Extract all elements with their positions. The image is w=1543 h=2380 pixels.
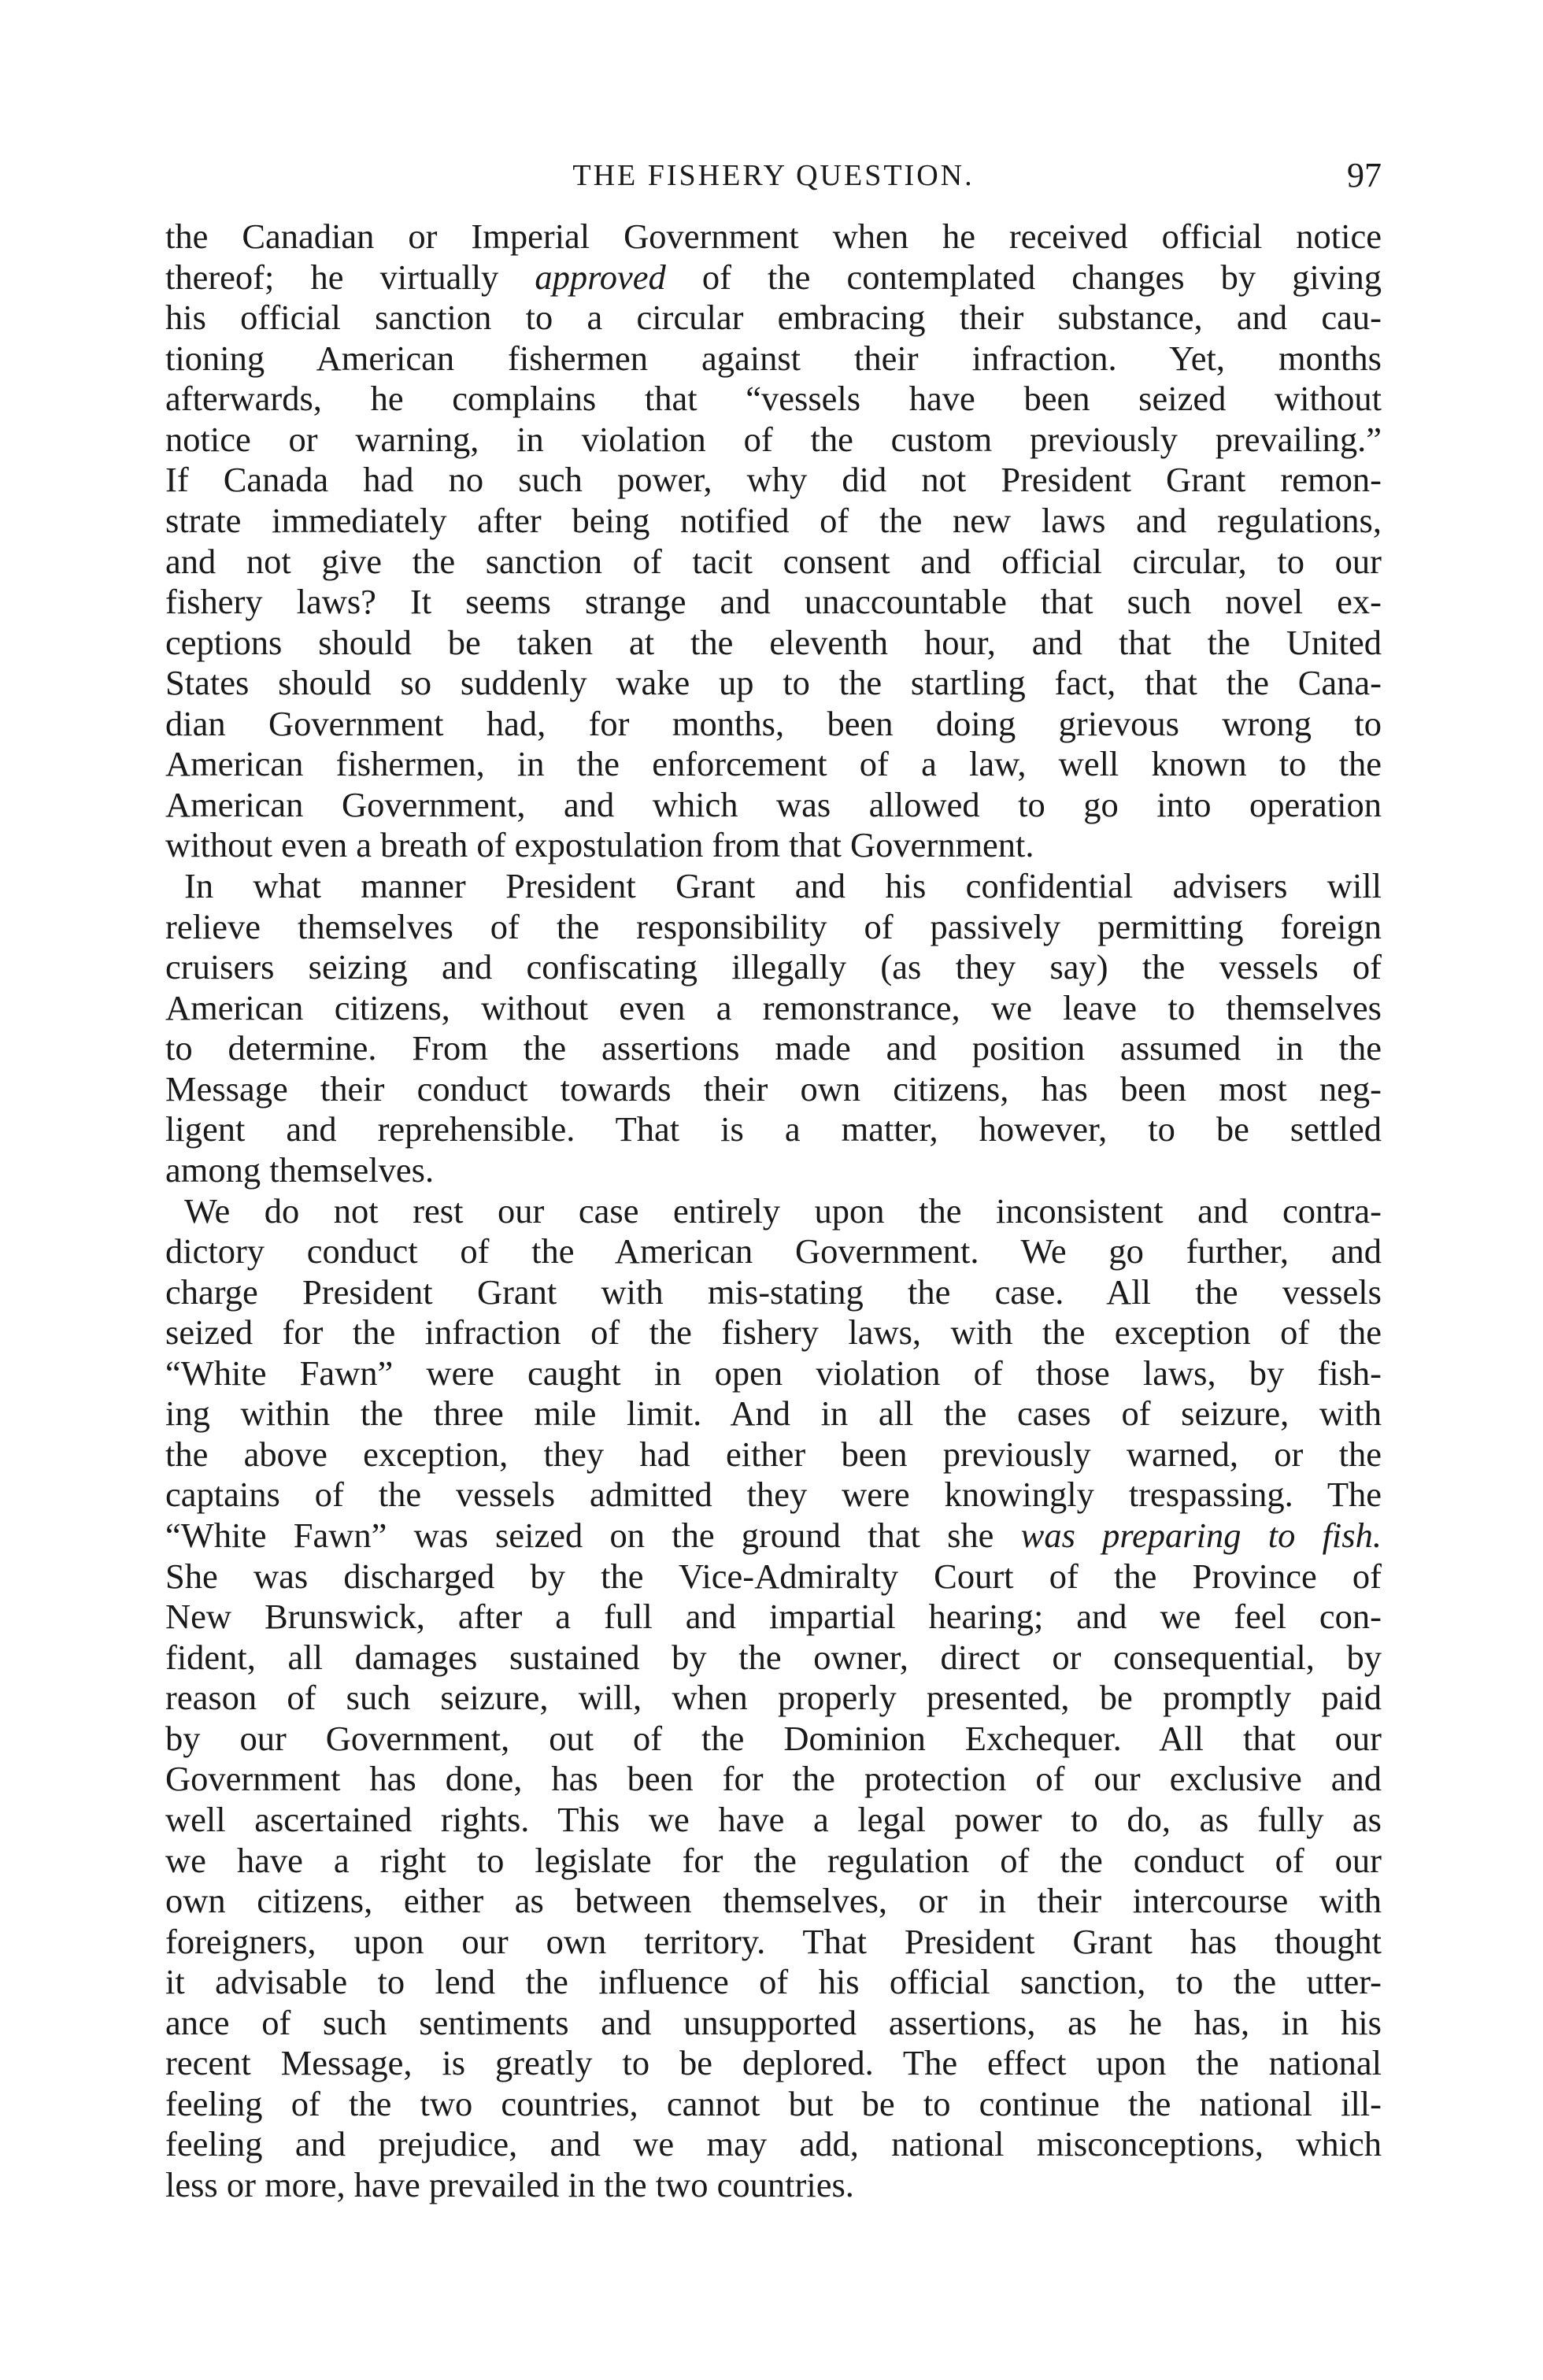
text-line: ligent and reprehensible. That is a matter, however, to be settled [165, 1109, 1382, 1149]
text-line: seized for the infraction of the fishery laws, with the exception of the [165, 1312, 1382, 1353]
text-line: by our Government, out of the Dominion Exchequer. All that our [165, 1718, 1382, 1758]
page-header [165, 154, 1382, 198]
text-line: She was discharged by the Vice-Admiralty Court of the Province of [165, 1556, 1382, 1596]
text-line: relieve themselves of the responsibility of passively permitting foreign [165, 906, 1382, 946]
text-line: without even a breath of expostulation from that Government. [165, 825, 1034, 865]
text-line: charge President Grant with mis-stating the case. All the vessels [165, 1271, 1382, 1312]
text-line: and not give the sanction of tacit consent and official circular, to our [165, 541, 1382, 581]
text-line: to determine. From the assertions made and position assumed in the [165, 1028, 1382, 1068]
text-line: fident, all damages sustained by the owner, direct or consequential, by [165, 1637, 1382, 1677]
paragraph [165, 1191, 1382, 2206]
text-line: the Canadian or Imperial Government when he received official notice [165, 217, 1382, 256]
text-line: the above exception, they had either been previously warned, or the [165, 1434, 1382, 1474]
body-text [165, 217, 1382, 2206]
paragraph [165, 866, 1382, 1191]
italic-text: was preparing to fish. [1020, 1516, 1382, 1555]
text-line: dian Government had, for months, been doing grievous wrong to [165, 703, 1382, 743]
page-number: 97 [1347, 156, 1382, 194]
text-line: notice or warning, in violation of the custom previously prevailing.” [165, 419, 1382, 459]
text-line: it advisable to lend the influence of his official sanction, to the utter- [165, 1962, 1382, 2002]
text-line: less or more, have prevailed in the two countries. [165, 2165, 854, 2204]
text-line: New Brunswick, after a full and impartial hearing; and we feel con- [165, 1597, 1382, 1637]
italic-text: approved [535, 257, 666, 297]
text-line: ing within the three mile limit. And in all the cases of seizure, with [165, 1394, 1382, 1434]
text-line: American Government, and which was allowed to go into operation [165, 784, 1382, 824]
text-line: reason of such seizure, will, when properly presented, be promptly paid [165, 1678, 1382, 1718]
text-line: We do not rest our case entirely upon the inconsistent and contra- [184, 1190, 1382, 1231]
text-line: among themselves. [165, 1149, 435, 1190]
running-head: THE FISHERY QUESTION. [572, 159, 975, 192]
text-line: “White Fawn” was seized on the ground that she was preparing to fish. [165, 1516, 1382, 1555]
text-line: In what manner President Grant and his confidential advisers will [184, 866, 1382, 905]
text-line: Government has done, has been for the protection of our exclusive and [165, 1759, 1382, 1799]
text-line: dictory conduct of the American Government. We go further, and [165, 1231, 1382, 1271]
text-line: fishery laws? It seems strange and unaccountable that such novel ex- [165, 582, 1382, 622]
text-line: ceptions should be taken at the eleventh hour, and that the United [165, 622, 1382, 662]
text-line: we have a right to legislate for the regulation of the conduct of our [165, 1840, 1382, 1880]
text-line: “White Fawn” were caught in open violation of those laws, by fish- [165, 1353, 1382, 1393]
text-line: ance of such sentiments and unsupported assertions, as he has, in his [165, 2002, 1382, 2042]
text-line: foreigners, upon our own territory. That President Grant has thought [165, 1921, 1382, 1961]
text-line: thereof; he virtually approved of the contemplated changes by giving [165, 257, 1382, 297]
text-line: his official sanction to a circular embracing their substance, and cau- [165, 298, 1382, 338]
text-line: recent Message, is greatly to be deplored. The effect upon the national [165, 2043, 1382, 2083]
text-line: cruisers seizing and confiscating illegally (as they say) the vessels of [165, 947, 1382, 987]
text-line: States should so suddenly wake up to the startling fact, that the Cana- [165, 663, 1382, 703]
text-line: tioning American fishermen against their infraction. Yet, months [165, 338, 1382, 378]
text-line: own citizens, either as between themselves, or in their intercourse with [165, 1881, 1382, 1921]
text-line: American citizens, without even a remonstrance, we leave to themselves [165, 987, 1382, 1027]
text-line: captains of the vessels admitted they were knowingly trespassing. The [165, 1475, 1382, 1515]
paragraph [165, 217, 1382, 866]
text-line: feeling of the two countries, cannot but be to continue the national ill- [165, 2083, 1382, 2123]
text-line: Message their conduct towards their own citizens, has been most neg- [165, 1068, 1382, 1109]
text-line: American fishermen, in the enforcement of a law, well known to the [165, 744, 1382, 784]
text-line: If Canada had no such power, why did not President Grant remon- [165, 460, 1382, 500]
text-line: strate immediately after being notified of the new laws and regulations, [165, 500, 1382, 540]
text-line: afterwards, he complains that “vessels have been seized without [165, 379, 1382, 419]
text-line: feeling and prejudice, and we may add, national misconceptions, which [165, 2124, 1382, 2164]
text-line: well ascertained rights. This we have a legal power to do, as fully as [165, 1799, 1382, 1839]
